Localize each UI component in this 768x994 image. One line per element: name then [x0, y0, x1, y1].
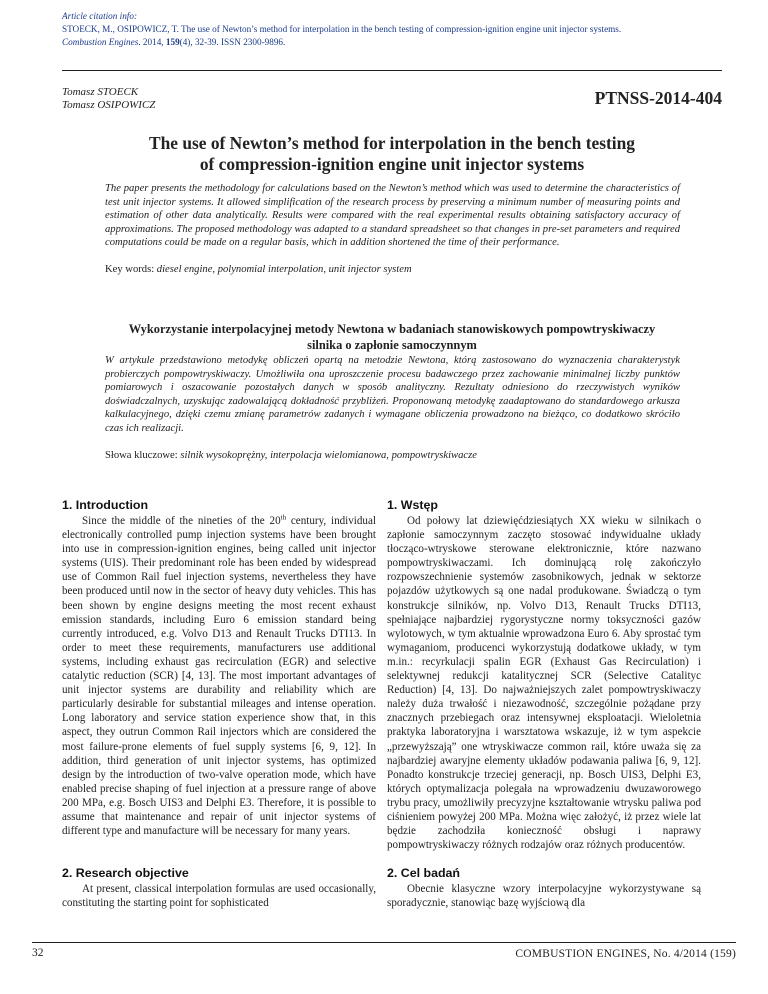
left-column-research-objective [62, 882, 376, 910]
paper-title-pl [62, 321, 722, 353]
paper-title-pl-line-1: Wykorzystanie interpolacyjnej metody Newtona w badaniach stanowiskowych pompowtryskiwaczy [128, 322, 656, 336]
keywords-en [105, 263, 705, 276]
section-heading-wstep: 1. Wstęp [387, 498, 438, 512]
keywords-pl-value: silnik wysokoprężny, interpolacja wielomianowa, pompowtryskiwacze [180, 450, 477, 461]
wstep-paragraph: Od połowy lat dziewięćdziesiątych XX wieku w silnikach o zapłonie samoczynnym zaczęto stosować indywidualne układy tłocząco-wtryskowe sterowane elektronicznie, które nazwano pompowtryskiwaczami. Ich dominującą rolę zakończyło rozpowszechnienie systemów zasobnikowych, jednak w sektorze pojazdów użytkowych są one nadal produkowane. Świadczą o tym konstrukcje silników, np. Volvo D13, Renault Trucks DTI13, spełniające najbardziej rygorystyczne normy toksyczności gazów wylotowych, w tym aktualnie wprowadzona Euro 6. Aby sprostać tym wymaganiom, producenci wykorzystują dodatkowe układy, w tym m.in.: recyrkulacji spalin EGR (Exhaust Gas Recirculation) i selektywnej redukcji katalitycznej SCR (Selective Catalityc Reduction) [4, 13]. Do najważniejszych zalet pompowtryskiwaczy należy duża trwałość i niezawodność, szczególnie pożądane przy znacznych przebiegach oraz intensywnej eksploatacji. Wieloletnia praktyka laboratoryjna i warsztatowa wskazuje, iż w tym aspekcie „przewyższają” one wtryskiwacze common rail, które uważa się za najbardziej awaryjne elementy układów podawania paliwa [6, 9, 12]. Ponadto konstrukcje trzeciej generacji, np. Bosch UIS3, Delphi E3, których optymalizacja polegała na wprowadzeniu dwuzaworowego trybu pracy, umożliwiły precyzyjne kształtowanie wtrysku paliwa pod ciśnieniem powyżej 200 MPa. Można więc założyć, iż przez wiele lat będzie zachodziła konieczność obsługi i naprawy pompowtryskiwaczy różnych rodzajów oraz różnych producentów. [387, 515, 701, 852]
superscript-th: th [280, 513, 287, 522]
citation-volume: 159 [165, 37, 180, 47]
keywords-pl-label: Słowa kluczowe: [105, 450, 181, 461]
citation-issue-pages: (4), 32-39. ISSN 2300-9896. [179, 37, 286, 47]
paper-title-pl-line-2: silnika o zapłonie samoczynnym [307, 338, 477, 352]
section-heading-introduction: 1. Introduction [62, 498, 149, 512]
right-column-cel-badan [387, 882, 701, 910]
keywords-en-label: Key words: [105, 264, 157, 275]
section-heading-research-objective: 2. Research objective [62, 866, 189, 880]
page-number: 32 [32, 947, 44, 959]
introduction-start: Since the middle of the nineties of the 20 [82, 515, 281, 527]
paper-title-en-line-2: of compression-ignition engine unit injector systems [199, 154, 585, 174]
paper-code: PTNSS-2014-404 [594, 88, 722, 108]
keywords-pl [105, 449, 705, 462]
citation-block [62, 10, 722, 49]
journal-footer: COMBUSTION ENGINES, No. 4/2014 (159) [515, 948, 736, 960]
citation-line-1: STOECK, M., OSIPOWICZ, T. The use of Newton’s method for interpolation in the bench testing of compression-ignition engine unit injector systems. [62, 24, 622, 34]
citation-line-2 [62, 36, 722, 49]
section-heading-cel-badan: 2. Cel badań [387, 866, 460, 880]
citation-year: . 2014, [138, 37, 166, 47]
footer-divider [32, 942, 736, 943]
right-column-wstep [387, 514, 701, 852]
left-column-introduction [62, 514, 376, 838]
paper-title-en [62, 133, 722, 175]
citation-journal: Combustion Engines [62, 37, 139, 47]
abstract-en: The paper presents the methodology for calculations based on the Newton’s method which was used to determine the characteristics of test unit injector systems. It allowed simplification of the research process by preserving a minimum number of measuring points and estimation of other data analytically. Results were compared with the real experimental results obtaining satisfactory accuracy of approximations. The proposed methodology was adapted to a standard spreadsheet so that changes in pre-set parameters and required computations could be made on a regular basis, which in addition shortened the time of their performance. [105, 183, 680, 249]
citation-label: Article citation info: [62, 11, 138, 21]
author-1: Tomasz STOECK [62, 86, 139, 98]
keywords-en-value: diesel engine, polynomial interpolation, unit injector system [156, 264, 412, 275]
introduction-paragraph [62, 514, 376, 838]
cel-badan-paragraph: Obecnie klasyczne wzory interpolacyjne wykorzystywane są sporadycznie, stanowiąc bazę wyjściową dla [387, 883, 701, 910]
citation-divider [62, 70, 722, 71]
research-objective-paragraph: At present, classical interpolation formulas are used occasionally, constituting the starting point for sophisticated [62, 883, 376, 910]
author-2: Tomasz OSIPOWICZ [62, 99, 156, 111]
abstract-pl: W artykule przedstawiono metodykę obliczeń opartą na metodzie Newtona, którą zastosowano do wyznaczenia charakterystyk probierczych pompowtryskiwaczy. Umożliwiła ona uproszczenie procesu badawczego przez zachowanie minimalnej liczby punktów pomiarowych i oszacowanie pozostałych danych w sposób analityczny. Rezultaty odniesiono do rzeczywistych wyników doświadczalnych, uzyskując zadowalającą dokładność przybliżeń. Proponowaną metodykę zaadaptowano do standardowego arkusza kalkulacyjnego, dzięki czemu zmianę parametrów zadanych i wymagane obliczenia prowadzono na bieżąco, co dodatkowo skróciło czas ich realizacji. [105, 355, 680, 434]
author-list [62, 86, 155, 112]
introduction-body: century, individual electronically controlled pump injection systems have been brought into use in compression-ignition engines, being called unit injector systems (UIS). Their predominant role has been ended by widespread use of Common Rail fuel injection systems, nevertheless they have been produced until now in the sector of heavy duty vehicles. This has been shown by engine designs meeting the most recent exhaust emission standards, including Euro 6 emission standard being currently introduced, e.g. Volvo D13 and Renault Trucks DTI13. In order to meet these requirements, manufacturers use additional systems, including exhaust gas recirculation (EGR) and selective catalytic reduction (SCR) [4, 13]. The most important advantages of unit injector systems are durability and reliability which are particularly desirable for substantial mileages and intense operation. Long laboratory and service station experience show that, in this aspect, they outrun Common Rail injectors which are considered the most failure-prone elements of fuel supply systems [6, 9, 12]. In addition, third generation of unit injector systems, has optimized design by the introduction of two-valve operation mode, which have enabled precise shaping of fuel injection at a pressure range of above 200 MPa, e.g. Bosch UIS3 and Delphi E3. Therefore, it is possible to assume that maintenance and repair of unit injector systems of different type and manufacture will be necessary for many years. [62, 515, 376, 838]
paper-title-en-line-1: The use of Newton’s method for interpolation in the bench testing [149, 133, 635, 153]
